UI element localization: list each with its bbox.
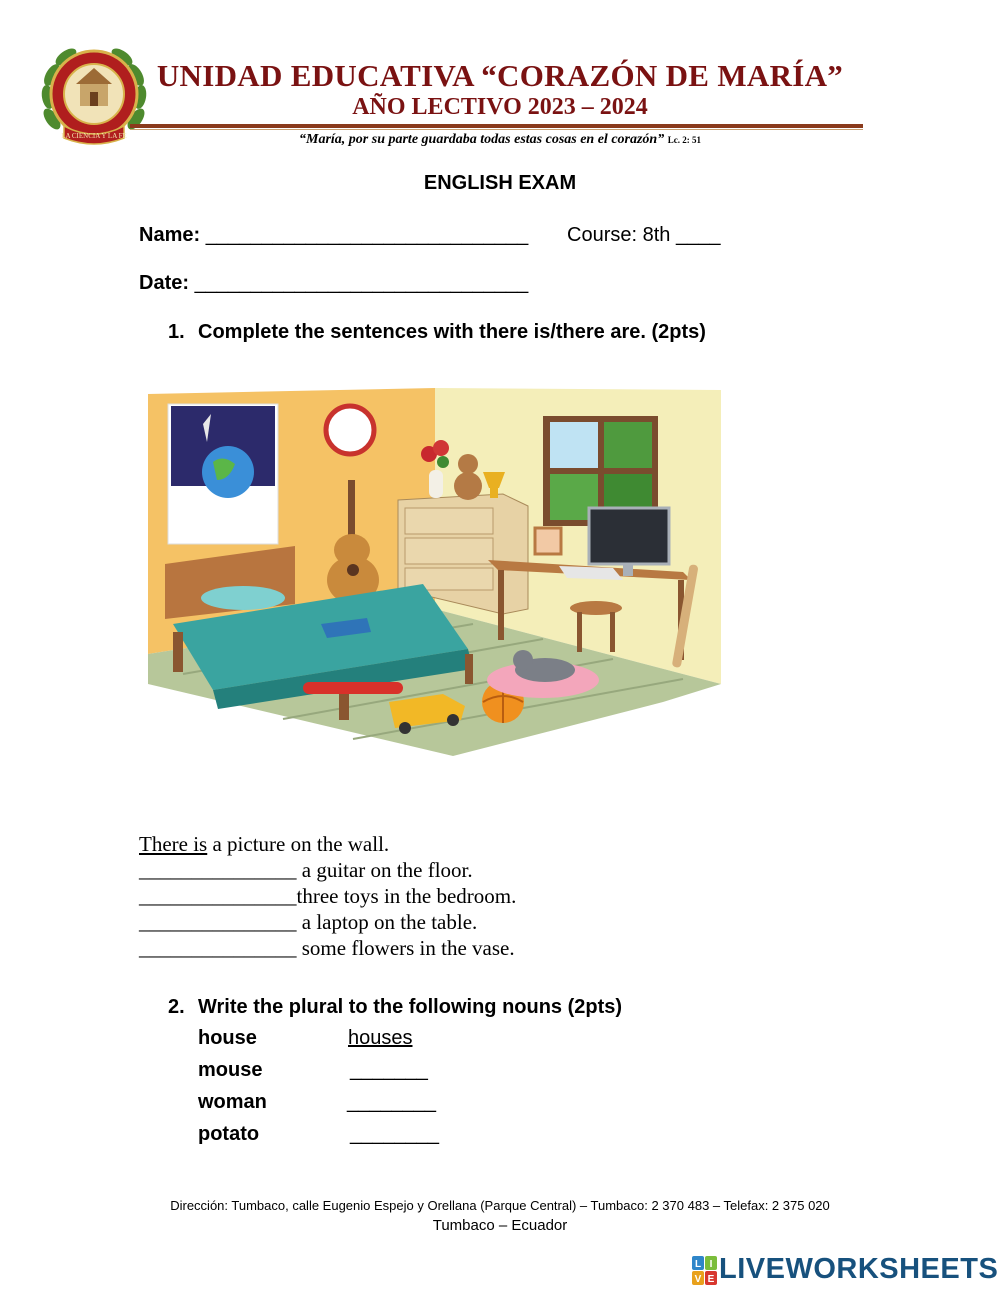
svg-text:V: V	[694, 1274, 702, 1285]
liveworksheets-badge-icon	[692, 1256, 718, 1286]
noun-2: mouse	[198, 1059, 263, 1081]
question-2-title: 2. Write the plural to the following nouns (2pts)	[168, 996, 623, 1018]
header-divider	[130, 124, 863, 128]
svg-text:E: E	[707, 1274, 715, 1285]
name-label: Name:	[139, 224, 201, 246]
course-label: Course: 8th	[567, 224, 671, 246]
question-1-title: 1. Complete the sentences with there is/there are. (2pts)	[168, 321, 706, 343]
noun-3: woman	[198, 1091, 267, 1113]
date-field[interactable]: ______________________________	[194, 272, 529, 294]
noun-1: house	[198, 1027, 257, 1049]
svg-text:LA CIENCIA Y LA FE: LA CIENCIA Y LA FE	[61, 132, 127, 140]
sentence-5: _______________ some flowers in the vase.	[139, 936, 515, 960]
sentence-3: _______________three toys in the bedroom.	[139, 884, 517, 908]
footer-address: Dirección: Tumbaco, calle Eugenio Espejo y Orellana (Parque Central) – Tumbaco: 2 370 483 – Telefax: 2 375 020	[170, 1198, 830, 1213]
noun-4: potato	[198, 1123, 260, 1145]
answer-blank-5[interactable]: _______________	[139, 936, 297, 960]
svg-text:I: I	[709, 1259, 713, 1270]
answer-blank-2[interactable]: _______________	[139, 858, 297, 882]
name-field[interactable]: _____________________________	[205, 224, 529, 246]
question-1-sentences	[139, 831, 516, 961]
header-divider-thin	[130, 129, 863, 130]
exam-title: ENGLISH EXAM	[423, 172, 577, 194]
svg-text:L: L	[694, 1259, 702, 1270]
plural-answer-2[interactable]: _______	[350, 1059, 428, 1081]
name-row	[139, 224, 528, 247]
plural-answer-4[interactable]: ________	[350, 1123, 439, 1145]
answer-blank-4[interactable]: _______________	[139, 910, 297, 934]
school-motto: “María, por su parte guardaba todas estas cosas en el corazón” Lc. 2: 51	[299, 132, 701, 147]
liveworksheets-wordmark: LIVEWORKSHEETS	[719, 1253, 999, 1285]
liveworksheets-logo	[692, 1253, 999, 1287]
sentence-1: There is a picture on the wall.	[139, 832, 390, 856]
school-name: UNIDAD EDUCATIVA “CORAZÓN DE MARÍA”	[156, 58, 844, 93]
sentence-2: _______________ a guitar on the floor.	[139, 858, 473, 882]
answer-blank-3[interactable]: _______________	[139, 884, 297, 908]
sentence-4: _______________ a laptop on the table.	[139, 910, 478, 934]
plural-answer-3[interactable]: ________	[347, 1091, 436, 1113]
bedroom-illustration	[143, 384, 723, 764]
course-field[interactable]: ____	[675, 224, 721, 246]
course-row	[567, 224, 720, 247]
plural-answer-1[interactable]: houses	[348, 1027, 413, 1049]
footer-city: Tumbaco – Ecuador	[432, 1217, 568, 1234]
school-year: AÑO LECTIVO 2023 – 2024	[352, 94, 648, 120]
school-seal-logo	[38, 42, 150, 150]
date-row	[139, 272, 528, 295]
date-label: Date:	[139, 272, 190, 294]
answer-blank-1[interactable]: There is	[139, 832, 208, 856]
